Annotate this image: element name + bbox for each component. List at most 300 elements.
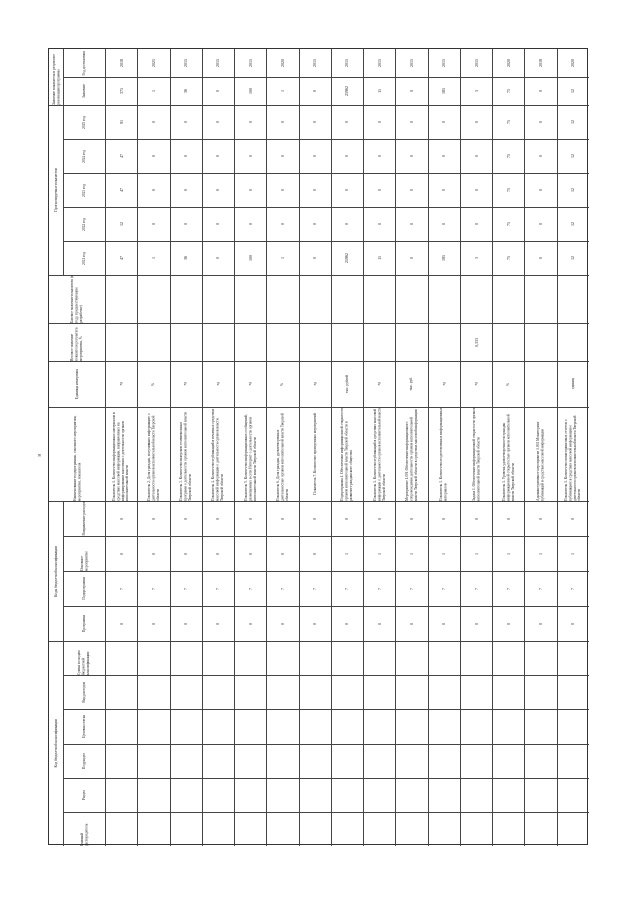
plan-value-cell-text: 0	[215, 155, 221, 157]
program-code-cell-text: 7	[538, 587, 544, 590]
grid-line	[524, 812, 556, 813]
plan-value-cell-text: 12	[118, 222, 124, 226]
plan-value-cell-text: 47	[118, 154, 124, 158]
unit-cell-text: единиц	[570, 378, 575, 390]
unit-cell-text: ед	[118, 382, 123, 386]
plan-value-cell-text: 0	[247, 121, 253, 123]
program-code-cell-text: 0	[312, 552, 318, 555]
program-code-cell	[266, 606, 298, 641]
plan-value-cell-text: 0	[279, 155, 285, 157]
program-code-cell	[266, 571, 298, 606]
plan-value-cell	[428, 241, 460, 275]
unit-cell-text: ед	[183, 382, 188, 386]
base-value-cell	[299, 275, 331, 323]
plan-value-cell-text: 0	[150, 121, 156, 123]
grid-line	[299, 778, 331, 779]
plan-value-cell	[105, 139, 137, 173]
program-code-cell-text: 0	[538, 517, 544, 520]
plan-value-cell-text: 0	[215, 257, 221, 259]
program-code-cell	[557, 501, 589, 536]
program-code-cell-text: 0	[376, 517, 382, 520]
program-code-cell-text: 0	[150, 552, 156, 555]
program-code-cell-text: 7	[505, 587, 511, 590]
program-code-cell-text: 0	[215, 552, 221, 555]
unit-cell	[105, 361, 137, 407]
plan-value-cell	[524, 173, 556, 207]
plan-value-cell-text: 1	[279, 257, 285, 259]
final-year-cell	[492, 49, 524, 77]
final-value-cell	[524, 77, 556, 105]
plan-value-cell-text: 0	[538, 223, 544, 225]
plan-value-cell	[105, 173, 137, 207]
grid-line	[170, 709, 202, 710]
program-code-cell	[137, 571, 169, 606]
plan-value-cell-text: 0	[215, 121, 221, 123]
plan-value-cell-text: 1	[150, 257, 156, 259]
name-cell	[428, 407, 460, 501]
final-year-cell-text: 2015	[215, 59, 221, 67]
program-code-cell-text: 0	[505, 622, 511, 625]
program-code-cell	[524, 501, 556, 536]
plan-year-header-text: 2025 год	[81, 115, 86, 129]
plan-value-cell	[428, 139, 460, 173]
plan-value-cell-text: 0	[344, 223, 350, 225]
program-code-cell	[460, 571, 492, 606]
program-code-cell-text: 1	[473, 552, 479, 555]
base-header	[49, 275, 105, 323]
budget-code-col-header-text: Подраздел	[81, 752, 86, 769]
plan-year-header	[63, 207, 105, 241]
final-year-cell-text: 2015	[473, 59, 479, 67]
final-value-cell-text: 375	[118, 88, 124, 94]
plan-value-cell-text: 0	[538, 155, 544, 157]
plan-value-cell	[557, 139, 589, 173]
program-code-cell	[524, 571, 556, 606]
grid-line	[331, 744, 363, 745]
plan-value-cell-text: 12	[570, 222, 576, 226]
plan-value-cell	[492, 173, 524, 207]
program-code-cell-text: 0	[312, 517, 318, 520]
name-cell-text: Мероприятие 1.001 Обеспечение информационного сопровождения деятельности органов исполнительной власти Тверской области в средствах массовой информации	[404, 409, 418, 501]
final-value-cell-text: 1	[150, 90, 156, 92]
final-value-cell-text: 36	[183, 89, 189, 93]
grid-line	[363, 744, 395, 745]
grid-line	[460, 778, 492, 779]
plan-value-cell-text: 91	[118, 120, 124, 124]
program-code-cell	[395, 501, 427, 536]
program-code-cell-text: 0	[150, 517, 156, 520]
grid-line	[299, 744, 331, 745]
plan-value-cell	[266, 173, 298, 207]
program-code-cell-text: 0	[118, 622, 124, 625]
page-number: 8	[38, 454, 43, 457]
unit-cell-text: ед	[312, 382, 317, 386]
name-cell	[137, 407, 169, 501]
plan-value-cell	[137, 207, 169, 241]
plan-value-cell-text: 3	[473, 257, 479, 259]
plan-value-cell-text: 0	[409, 155, 415, 157]
plan-value-cell-text: 47	[118, 188, 124, 192]
final-year-cell-text: 2020	[505, 59, 511, 67]
unit-cell	[428, 361, 460, 407]
grid-line	[557, 744, 589, 745]
base-value-cell	[170, 275, 202, 323]
program-code-cell	[395, 606, 427, 641]
final-year-cell	[202, 49, 234, 77]
unit-cell	[170, 361, 202, 407]
program-code-cell-text: 1	[538, 552, 544, 555]
program-code-cell-text: 7	[409, 587, 415, 590]
plan-value-cell	[105, 241, 137, 275]
program-code-cell-text: 7	[312, 587, 318, 590]
program-code-cell	[105, 501, 137, 536]
program-code-cell	[557, 571, 589, 606]
name-cell	[363, 407, 395, 501]
grid-line	[492, 744, 524, 745]
grid-line	[331, 778, 363, 779]
grid-line	[105, 812, 137, 813]
final-value-cell	[363, 77, 395, 105]
plan-value-cell	[331, 173, 363, 207]
weight-value-cell	[299, 323, 331, 361]
grid-line	[428, 709, 460, 710]
program-code-cell	[331, 571, 363, 606]
final-value-cell	[395, 77, 427, 105]
plan-value-cell	[428, 173, 460, 207]
plan-value-cell-text: 12	[570, 120, 576, 124]
program-code-cell	[170, 571, 202, 606]
name-cell-text: Показатель 3. Количество выпусков телевизионных программ о деятельности органов исполнительной власти Тверской области	[179, 411, 192, 501]
program-code-cell-text: 7	[150, 587, 156, 590]
grid-line	[331, 812, 363, 813]
program-code-cell	[524, 536, 556, 571]
final-year-cell-text: 2015	[344, 59, 350, 67]
program-code-cell	[170, 606, 202, 641]
grid-line	[299, 675, 331, 676]
program-code-cell-text: 0	[312, 622, 318, 625]
grid-line	[524, 778, 556, 779]
program-code-cell-text: 7	[570, 587, 576, 590]
program-code-cell	[395, 536, 427, 571]
grid-line	[460, 675, 492, 676]
plan-value-cell-text: 0	[538, 257, 544, 259]
plan-value-cell	[331, 139, 363, 173]
program-code-cell	[557, 606, 589, 641]
program-code-cell	[105, 606, 137, 641]
grid-line	[202, 675, 234, 676]
budget-code-col-header	[63, 709, 105, 743]
weight-value-cell-text: 0,333	[473, 337, 479, 347]
final-year-cell	[234, 49, 266, 77]
budget-code-col-header-text: Раздел	[81, 789, 86, 800]
final-year-cell	[137, 49, 169, 77]
program-code-cell-text: 1	[505, 552, 511, 555]
program-code-cell-text: 0	[247, 552, 253, 555]
grid-line	[395, 778, 427, 779]
plan-value-cell	[363, 207, 395, 241]
name-header	[49, 407, 105, 501]
grid-line	[266, 675, 298, 676]
plan-value-cell	[137, 173, 169, 207]
final-value-cell	[105, 77, 137, 105]
weight-value-cell	[524, 323, 556, 361]
final-year-cell	[395, 49, 427, 77]
program-code-cell-text: 0	[279, 622, 285, 625]
plan-value-cell-text: 0	[247, 155, 253, 157]
final-year-cell-text: 2015	[183, 59, 189, 67]
program-code-cell-text: 0	[118, 552, 124, 555]
program-code-cell	[331, 606, 363, 641]
grid-line	[234, 709, 266, 710]
program-code-cell	[234, 571, 266, 606]
name-cell-text: Показатель 1. Уровень удовлетворенности граждан информационной открытостью органов исполнительной власти Тверской области	[501, 414, 515, 501]
budget-code-col-header	[63, 641, 105, 675]
weight-value-cell	[492, 323, 524, 361]
name-cell	[331, 407, 363, 501]
plan-value-cell	[557, 173, 589, 207]
plan-value-cell-text: 100	[247, 255, 253, 261]
plan-year-header	[63, 173, 105, 207]
grid-line	[137, 812, 169, 813]
final-value-header	[63, 77, 105, 105]
program-code-cell-text: 0	[344, 622, 350, 625]
unit-cell	[492, 361, 524, 407]
unit-cell-text: ед	[247, 382, 252, 386]
program-code-cell	[428, 536, 460, 571]
plan-year-header	[63, 241, 105, 275]
final-value-cell-text: 11	[376, 89, 382, 93]
plan-value-cell-text: 0	[150, 189, 156, 191]
plan-value-cell-text: 12	[570, 256, 576, 260]
program-code-cell	[492, 536, 524, 571]
final-year-cell-text: 2015	[409, 59, 415, 67]
plan-value-cell	[299, 173, 331, 207]
program-code-cell	[170, 501, 202, 536]
grid-line	[395, 812, 427, 813]
name-cell	[105, 407, 137, 501]
program-code-cell-text: 7	[247, 587, 253, 590]
program-code-header-text: Коды бюджетной классификации	[53, 545, 58, 597]
final-value-cell-text: 1	[279, 90, 285, 92]
grid-line	[395, 675, 427, 676]
plan-value-cell-text: 75	[505, 256, 511, 260]
grid-line	[105, 709, 137, 710]
name-cell	[170, 407, 202, 501]
grid-line	[363, 778, 395, 779]
plan-value-cell-text: 36	[183, 256, 189, 260]
grid-line	[428, 675, 460, 676]
budget-code-col-header	[63, 675, 105, 709]
name-cell	[395, 407, 427, 501]
base-value-cell	[492, 275, 524, 323]
final-value-cell-text: 75	[505, 89, 511, 93]
program-code-cell-text: 7	[473, 587, 479, 590]
unit-cell-text: ед	[377, 382, 382, 386]
program-code-cell	[331, 536, 363, 571]
grid-line	[331, 709, 363, 710]
program-code-cell-text: 0	[538, 622, 544, 625]
plan-value-cell-text: 0	[312, 257, 318, 259]
final-value-cell	[299, 77, 331, 105]
program-code-cell-text: 0	[441, 622, 447, 625]
unit-cell	[460, 361, 492, 407]
unit-header-text: Единица измерения	[74, 368, 79, 400]
program-code-cell-text: 0	[279, 552, 285, 555]
grid-line	[460, 812, 492, 813]
budget-code-col-header	[63, 778, 105, 812]
program-code-cell-text: 1	[409, 552, 415, 555]
plan-value-cell	[234, 173, 266, 207]
base-value-cell	[428, 275, 460, 323]
final-year-cell-text: 2025	[150, 59, 156, 67]
program-code-cell	[266, 536, 298, 571]
plan-value-cell	[299, 105, 331, 139]
grid-line	[137, 709, 169, 710]
program-code-cell	[557, 536, 589, 571]
program-code-cell	[234, 536, 266, 571]
unit-header	[49, 361, 105, 407]
name-cell-text: Показатель 1. Количество подготовленных информационных материалов	[439, 407, 448, 501]
plan-value-cell	[395, 241, 427, 275]
program-code-cell	[299, 501, 331, 536]
program-code-cell-text: 0	[505, 517, 511, 520]
final-value-cell-text: 0	[312, 90, 318, 92]
plan-value-cell-text: 0	[376, 223, 382, 225]
unit-cell	[137, 361, 169, 407]
final-value-cell-text: 0	[409, 90, 415, 92]
plan-value-cell	[524, 105, 556, 139]
final-value-cell	[460, 77, 492, 105]
plan-value-cell-text: 0	[215, 223, 221, 225]
base-value-cell	[331, 275, 363, 323]
unit-cell-text: ед	[215, 382, 220, 386]
plan-value-cell	[395, 105, 427, 139]
budget-code-col-header-text: Главный распорядитель	[79, 823, 88, 846]
program-code-cell-text: 7	[118, 587, 124, 590]
grid-line	[428, 744, 460, 745]
name-cell	[557, 407, 589, 501]
program-code-cell-text: 0	[247, 517, 253, 520]
grid-line	[524, 744, 556, 745]
program-code-cell	[492, 606, 524, 641]
plan-value-cell	[331, 105, 363, 139]
plan-value-cell-text: 0	[473, 189, 479, 191]
grid-line	[524, 675, 556, 676]
program-code-cell-text: 0	[409, 622, 415, 625]
program-code-cell	[234, 606, 266, 641]
program-code-cell	[363, 501, 395, 536]
plan-value-cell	[266, 207, 298, 241]
weight-value-cell	[105, 323, 137, 361]
plan-value-cell-text: 0	[409, 257, 415, 259]
grid-line	[492, 709, 524, 710]
weight-value-cell	[428, 323, 460, 361]
program-code-cell-text: 0	[570, 622, 576, 625]
plan-value-cell	[524, 207, 556, 241]
unit-cell	[331, 361, 363, 407]
plan-value-cell-text: 0	[376, 189, 382, 191]
unit-cell-text: %	[151, 382, 156, 386]
program-code-cell	[202, 536, 234, 571]
plan-value-cell-text: 0	[215, 189, 221, 191]
plan-value-cell-text: 0	[409, 223, 415, 225]
unit-cell-text: ед	[473, 382, 478, 386]
plan-value-cell	[170, 173, 202, 207]
budget-code-col-header-text: Вид расходов	[81, 681, 86, 703]
grid-line	[363, 812, 395, 813]
final-year-cell-text: 2015	[312, 59, 318, 67]
plan-value-cell-text: 0	[279, 223, 285, 225]
final-value-cell-text: 100	[247, 88, 253, 94]
program-code-col-header	[63, 536, 105, 571]
program-code-cell-text: 7	[376, 587, 382, 590]
program-code-cell-text: 1	[570, 552, 576, 555]
name-cell	[266, 407, 298, 501]
final-value-cell-text: 0	[538, 90, 544, 92]
plan-value-cell-text: 0	[376, 121, 382, 123]
plan-value-cell	[137, 105, 169, 139]
program-code-cell-text: 0	[247, 622, 253, 625]
program-code-cell	[234, 501, 266, 536]
program-code-cell	[460, 501, 492, 536]
plan-value-cell-text: 12	[570, 154, 576, 158]
grid-line	[202, 744, 234, 745]
unit-cell	[299, 361, 331, 407]
plan-value-cell	[557, 105, 589, 139]
name-cell-text: Показатель 1. Количество мониторинговых отчетов о публикациях в средствах массовой информации о деятельности органов исполнительной власти Тверской области	[564, 415, 582, 501]
grid-line	[137, 675, 169, 676]
budget-code-col-header	[63, 744, 105, 778]
grid-line	[428, 778, 460, 779]
unit-cell-text: тыс. рублей	[344, 375, 349, 393]
plan-value-cell	[460, 139, 492, 173]
weight-value-cell	[234, 323, 266, 361]
unit-cell-text: %	[506, 382, 511, 386]
plan-header	[49, 105, 63, 275]
name-cell	[492, 407, 524, 501]
final-value-cell	[266, 77, 298, 105]
program-code-cell-text: 0	[344, 517, 350, 520]
plan-value-cell-text: 0	[150, 223, 156, 225]
plan-value-cell	[395, 139, 427, 173]
plan-value-cell	[492, 139, 524, 173]
program-code-cell	[331, 501, 363, 536]
program-code-col-header	[63, 571, 105, 606]
plan-value-cell	[363, 105, 395, 139]
plan-value-cell-text: 0	[279, 121, 285, 123]
program-code-cell	[202, 571, 234, 606]
name-cell-text: Административное мероприятие 1.002 Мониторинг публикаций в средствах массовой информации	[536, 421, 545, 501]
final-value-cell-text: 12	[570, 89, 576, 93]
plan-value-cell	[137, 241, 169, 275]
plan-value-cell	[460, 105, 492, 139]
final-year-header	[63, 49, 105, 77]
grid-line	[557, 709, 589, 710]
plan-value-cell-text: 0	[441, 155, 447, 157]
program-code-cell-text: 0	[215, 622, 221, 625]
final-value-cell	[137, 77, 169, 105]
plan-value-cell-text: 0	[376, 155, 382, 157]
program-code-cell-text: 7	[183, 587, 189, 590]
plan-value-cell	[202, 139, 234, 173]
program-code-cell	[170, 536, 202, 571]
base-value-cell	[266, 275, 298, 323]
plan-value-cell-text: 0	[312, 155, 318, 157]
weight-value-cell	[395, 323, 427, 361]
final-value-cell-text: 0	[215, 90, 221, 92]
base-value-cell	[363, 275, 395, 323]
plan-value-cell-text: 0	[409, 121, 415, 123]
